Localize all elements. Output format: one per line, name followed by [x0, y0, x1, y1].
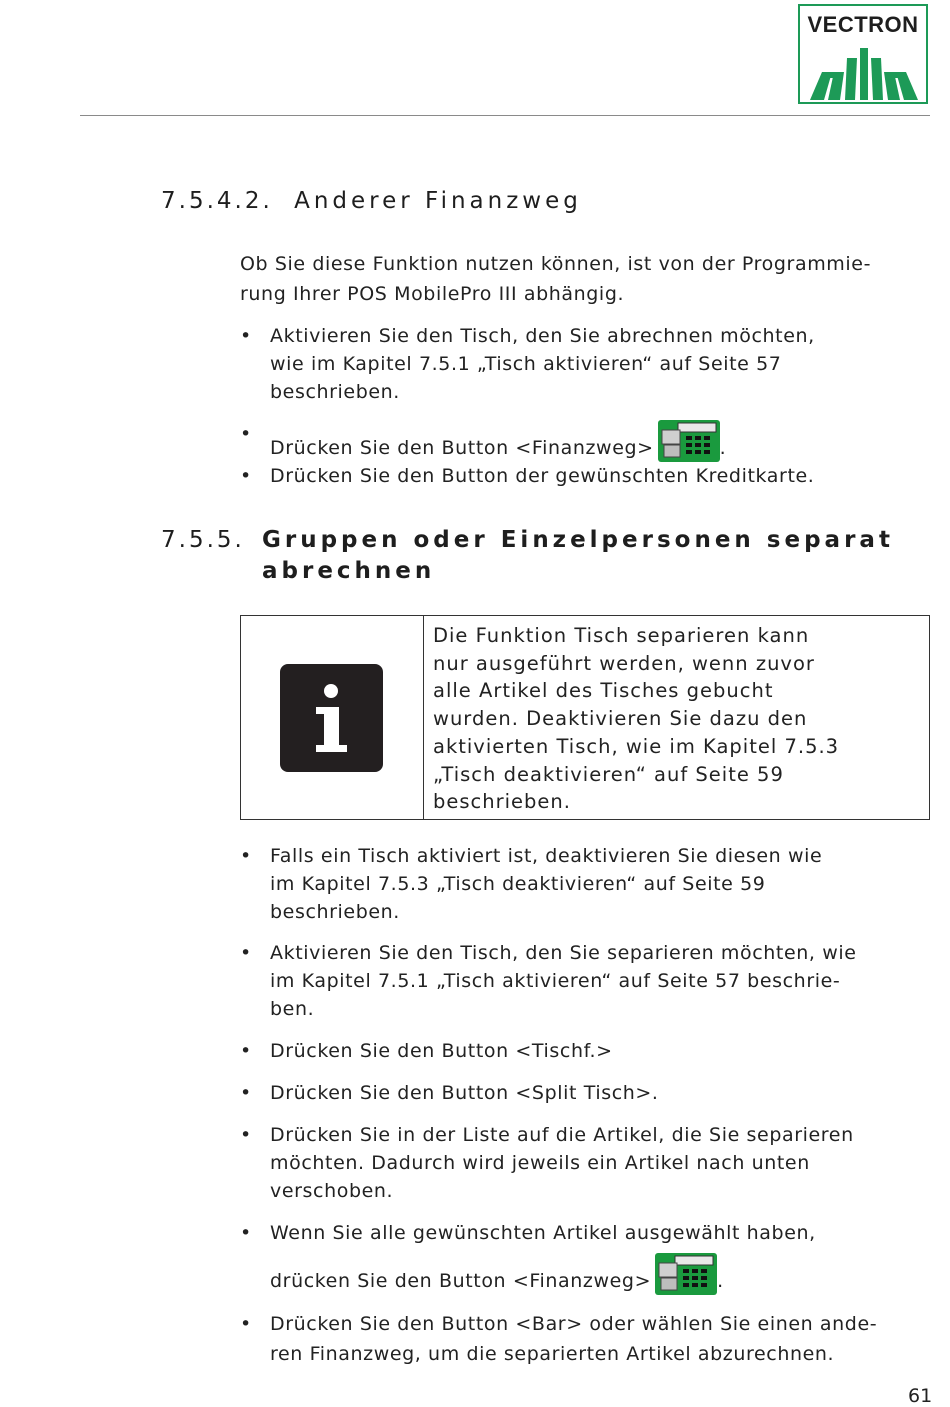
info-line: aktivierten Tisch, wie im Kapitel 7.5.3	[433, 734, 840, 758]
info-box-divider	[423, 616, 424, 819]
bullet: •	[240, 845, 252, 867]
list-item-text: drücken Sie den Button <Finanzweg>	[270, 1270, 652, 1292]
info-line: wurden. Deaktivieren Sie dazu den	[433, 707, 808, 731]
list-item-text-end: .	[719, 437, 727, 459]
bullet: •	[240, 1082, 252, 1104]
intro-line-2: rung Ihrer POS MobilePro III abhängig.	[240, 283, 625, 305]
list-item-text: Drücken Sie den Button <Finanzweg>	[270, 437, 654, 459]
section-number: 7.5.4.2.	[161, 188, 273, 214]
bullet: •	[240, 1040, 252, 1062]
list-item-line: beschrieben.	[270, 901, 400, 923]
list-item-line: ben.	[270, 998, 315, 1020]
list-item	[240, 1079, 920, 1107]
bullet: •	[240, 942, 252, 964]
finanzweg-button-icon	[655, 1253, 717, 1303]
info-icon	[280, 664, 383, 772]
list-item-line: Drücken Sie in der Liste auf die Artikel, die Sie separieren	[270, 1124, 854, 1146]
page-number: 61	[908, 1385, 933, 1407]
section-number: 7.5.5.	[161, 527, 245, 553]
list-item-line: Drücken Sie den Button <Bar> oder wählen Sie einen ande-	[270, 1313, 878, 1335]
list-item-line: im Kapitel 7.5.3 „Tisch deaktivieren“ auf Seite 59	[270, 873, 766, 895]
bullet: •	[240, 1124, 252, 1146]
info-box	[240, 615, 930, 820]
list-item	[240, 1037, 920, 1065]
bullet: •	[240, 1313, 252, 1335]
list-item-line: Aktivieren Sie den Tisch, den Sie abrechnen möchten,	[270, 325, 815, 347]
list-item	[240, 1219, 920, 1303]
list-item	[240, 1309, 920, 1369]
list-item-line: beschrieben.	[270, 381, 400, 403]
header-rule	[80, 115, 930, 116]
list-item-line: Drücken Sie den Button <Split Tisch>.	[270, 1082, 659, 1104]
info-text	[433, 622, 913, 816]
list-item	[240, 322, 920, 406]
bullet: •	[240, 1222, 252, 1244]
list-item	[240, 939, 920, 1023]
info-line: alle Artikel des Tisches gebucht	[433, 679, 774, 703]
list-item	[240, 462, 920, 490]
list-item-line: im Kapitel 7.5.1 „Tisch aktivieren“ auf Seite 57 beschrie-	[270, 970, 841, 992]
vectron-logo	[798, 4, 928, 104]
bullet: •	[240, 465, 252, 487]
info-line: nur ausgeführt werden, wenn zuvor	[433, 651, 815, 675]
intro-line-1: Ob Sie diese Funktion nutzen können, ist von der Programmie-	[240, 253, 872, 275]
logo-text: VECTRON	[807, 12, 919, 37]
list-item	[240, 1121, 920, 1205]
list-item-line: Drücken Sie den Button <Tischf.>	[270, 1040, 613, 1062]
list-item-line: Aktivieren Sie den Tisch, den Sie separieren möchten, wie	[270, 942, 857, 964]
list-item-line: verschoben.	[270, 1180, 394, 1202]
section-title-line-1: Gruppen oder Einzelpersonen separat	[262, 527, 894, 553]
list-item-text-end: .	[717, 1270, 724, 1292]
list-item-line: wie im Kapitel 7.5.1 „Tisch aktivieren“ auf Seite 57	[270, 353, 782, 375]
section-heading-7542	[161, 186, 582, 216]
bullet: •	[240, 423, 252, 445]
section-heading-755	[161, 525, 245, 555]
list-item-line: Falls ein Tisch aktiviert ist, deaktivieren Sie diesen wie	[270, 845, 823, 867]
section-title: Anderer Finanzweg	[294, 188, 582, 214]
list-item-line: ren Finanzweg, um die separierten Artikel abzurechnen.	[270, 1343, 835, 1365]
section-title-line-2: abrechnen	[262, 558, 436, 584]
list-item-line: Wenn Sie alle gewünschten Artikel ausgewählt haben,	[270, 1222, 816, 1244]
info-line: beschrieben.	[433, 790, 571, 814]
list-item-line: Drücken Sie den Button der gewünschten Kreditkarte.	[270, 465, 815, 487]
logo-mark-icon	[808, 40, 918, 100]
bullet: •	[240, 325, 252, 347]
list-item	[240, 842, 920, 926]
info-line: Die Funktion Tisch separieren kann	[433, 624, 810, 647]
info-line: „Tisch deaktivieren“ auf Seite 59	[433, 762, 784, 786]
list-item-line: möchten. Dadurch wird jeweils ein Artikel nach unten	[270, 1152, 810, 1174]
